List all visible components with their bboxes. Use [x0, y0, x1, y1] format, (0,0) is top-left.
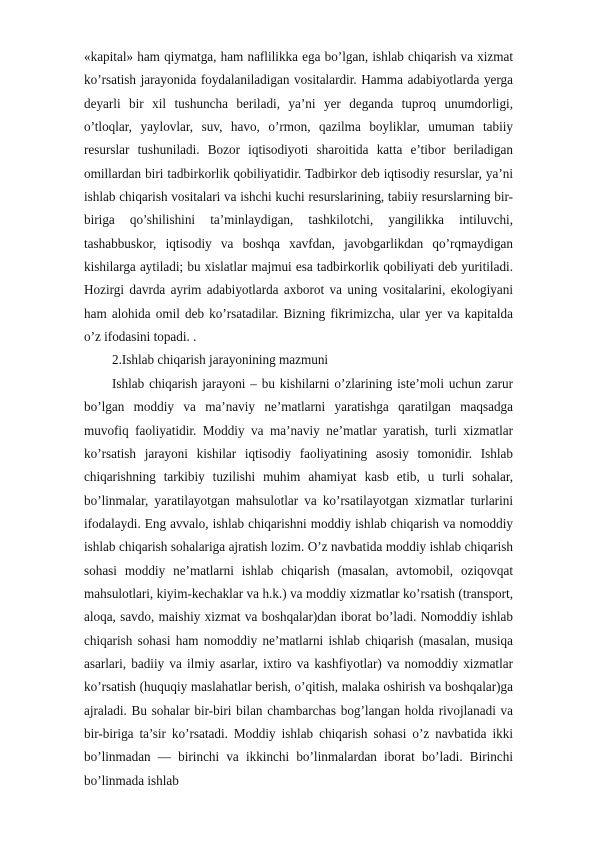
section-heading: 2.Ishlab chiqarish jarayonining mazmuni — [112, 352, 329, 368]
paragraph-kapital: «kapital» ham qiymatga, ham naflilikka ega bo’lgan, ishlab chiqarish va xizmat ko’rsatish jarayonida foydalaniladigan vositalardir. Hamma adabiyotlarda yerga deyarli bir xil tushuncha beriladi, ya’ni yer deganda tuproq unumdorligi, o’tloqlar, yaylovlar, suv, havo, o’rmon, qazilma boyliklar, umuman tabiiy resurslar tushuniladi. Bozor iqtisodiyoti sharoitida katta e’tibor beriladigan omillardan biri tadbirkorlik qobiliyatidir. Tadbirkor deb iqtisodiy resurslar, ya’ni ishlab chiqarish vositalari va ishchi kuchi resurslarining, tabiiy resurslarning bir-biriga qo’shilishini ta’minlaydigan, tashkilotchi, yangilikka intiluvchi, tashabbuskor, iqtisodiy va boshqa xavfdan, javobgarlikdan qo’rqmaydigan kishilarga aytiladi; bu xislatlar majmui esa tadbirkorlik qobiliyati deb yuritiladi. Hozirgi davrda ayrim adabiyotlarda axborot va uning vositalarini, ekologiyani ham alohida omil deb ko’rsatadilar. Bizning fikrimizcha, ular yer va kapitalda o’z ifodasini topadi. . — [84, 49, 513, 345]
paragraph-production-process: Ishlab chiqarish jarayoni – bu kishilarni o’zlarining iste’moli uchun zarur bo’lgan moddiy va ma’naviy ne’matlarni yaratishga qaratilgan maqsadga muvofiq faoliyatidir. Moddiy va ma’naviy ne’matlar yaratish, turli xizmatlar ko’rsatish jarayoni kishilar iqtisodiy faoliyatining asosiy tomonidir. Ishlab chiqarishning tarkibiy tuzilishi muhim ahamiyat kasb etib, u turli sohalar, bo’linmalar, yaratilayotgan mahsulotlar va ko’rsatilayotgan xizmatlar turlarini ifodalaydi. Eng avvalo, ishlab chiqarishni moddiy ishlab chiqarish va nomoddiy ishlab chiqarish sohalariga ajratish lozim. O’z navbatida moddiy ishlab chiqarish sohasi moddiy ne’matlarni ishlab chiqarish (masalan, avtomobil, oziqovqat mahsulotlari, kiyim-kechaklar va h.k.) va moddiy xizmatlar ko’rsatish (transport, aloqa, savdo, maishiy xizmat va boshqalar)dan iborat bo’ladi. Nomoddiy ishlab chiqarish sohasi ham nomoddiy ne’matlarni ishlab chiqarish (masalan, musiqa asarlari, badiiy va ilmiy asarlar, ixtiro va kashfiyotlar) va nomoddiy xizmatlar ko’rsatish (huquqiy maslahatlar berish, o’qitish, malaka oshirish va boshqalar)ga ajraladi. Bu sohalar bir-biri bilan chambarchas bog’langan holda rivojlanadi va bir-biriga ta’sir ko’rsatadi. Moddiy ishlab chiqarish sohasi o’z navbatida ikki bo’linmadan — birinchi va ikkinchi bo’linmalardan iborat bo’ladi. Birinchi bo’linmada ishlab — [84, 375, 513, 788]
document-body — [84, 45, 513, 792]
